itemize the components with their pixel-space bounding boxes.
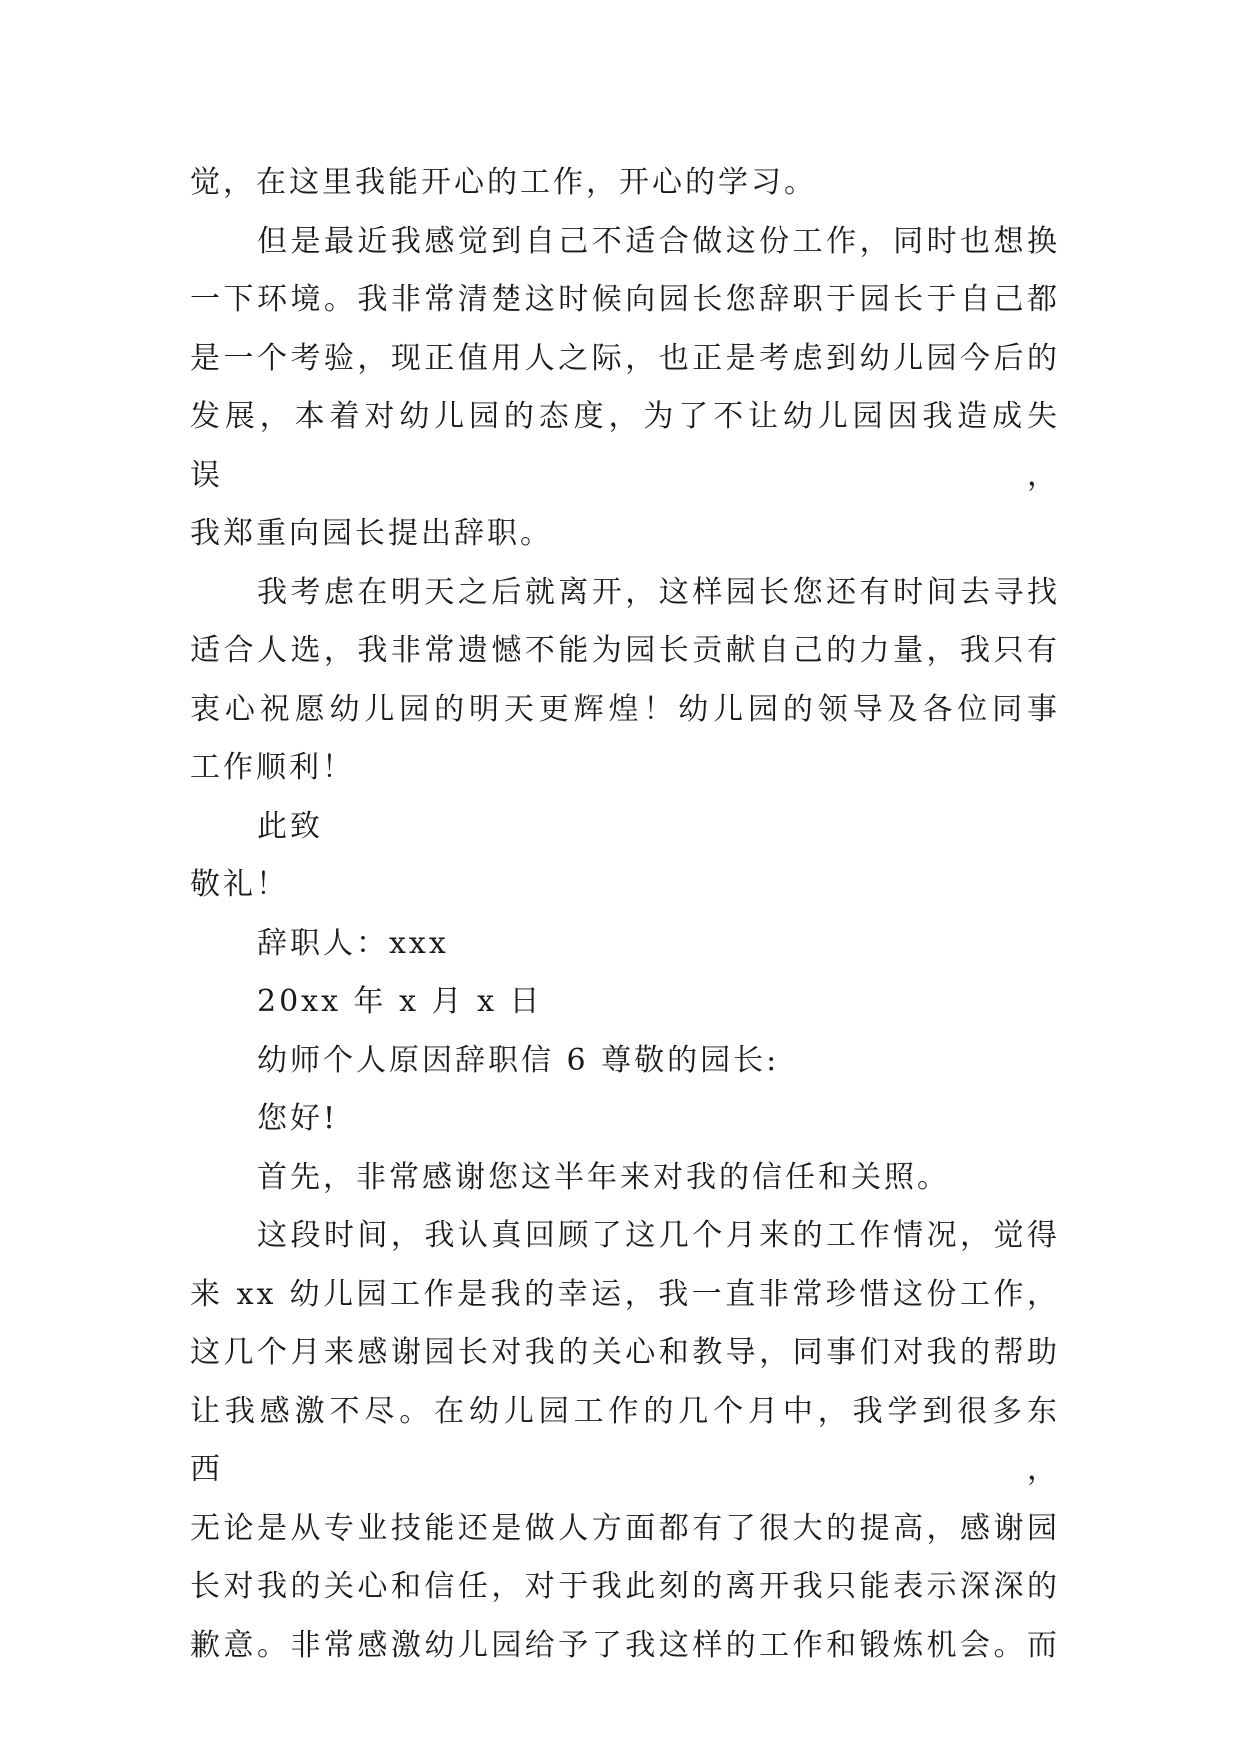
text-line: 衷心祝愿幼儿园的明天更辉煌！幼儿园的领导及各位同事 — [190, 691, 1060, 727]
text-line: 但是最近我感觉到自己不适合做这份工作，同时也想换 — [257, 223, 1060, 259]
text-line: 20xx 年 x 月 x 日 — [257, 984, 543, 1019]
text-line: 是一个考验，现正值用人之际，也正是考虑到幼儿园今后的 — [190, 340, 1060, 376]
text-line: 我郑重向园长提出辞职。 — [190, 516, 553, 551]
text-line: 歉意。非常感激幼儿园给予了我这样的工作和锻炼机会。而 — [190, 1627, 1060, 1663]
text-line: 让我感激不尽。在幼儿园工作的几个月中，我学到很多东西， — [190, 1393, 1060, 1487]
text-line: 工作顺利！ — [190, 750, 355, 785]
text-line: 无论是从专业技能还是做人方面都有了很大的提高，感谢园 — [190, 1510, 1060, 1546]
text-line: 觉，在这里我能开心的工作，开心的学习。 — [190, 165, 817, 200]
text-line: 首先，非常感谢您这半年来对我的信任和关照。 — [257, 1159, 950, 1195]
text-line: 幼师个人原因辞职信 6 尊敬的园长: — [257, 1042, 780, 1078]
text-line: 来 xx 幼儿园工作是我的幸运，我一直非常珍惜这份工作， — [190, 1276, 1060, 1312]
document-body — [190, 154, 1060, 1675]
text-line: 这几个月来感谢园长对我的关心和教导，同事们对我的帮助 — [190, 1335, 1060, 1370]
text-line: 您好! — [257, 1101, 339, 1136]
text-line: 辞职人：xxx — [257, 925, 449, 961]
text-line: 适合人选，我非常遗憾不能为园长贡献自己的力量，我只有 — [190, 633, 1060, 668]
text-line: 我考虑在明天之后就离开，这样园长您还有时间去寻找 — [257, 574, 1060, 610]
text-line: 敬礼！ — [190, 867, 289, 902]
text-line: 发展，本着对幼儿园的态度，为了不让幼儿园因我造成失误， — [190, 399, 1060, 493]
text-line: 一下环境。我非常清楚这时候向园长您辞职于园长于自己都 — [190, 282, 1060, 317]
text-line: 这段时间，我认真回顾了这几个月来的工作情况，觉得 — [257, 1218, 1060, 1253]
text-line: 此致 — [257, 808, 323, 844]
text-line: 长对我的关心和信任，对于我此刻的离开我只能表示深深的 — [190, 1569, 1060, 1604]
